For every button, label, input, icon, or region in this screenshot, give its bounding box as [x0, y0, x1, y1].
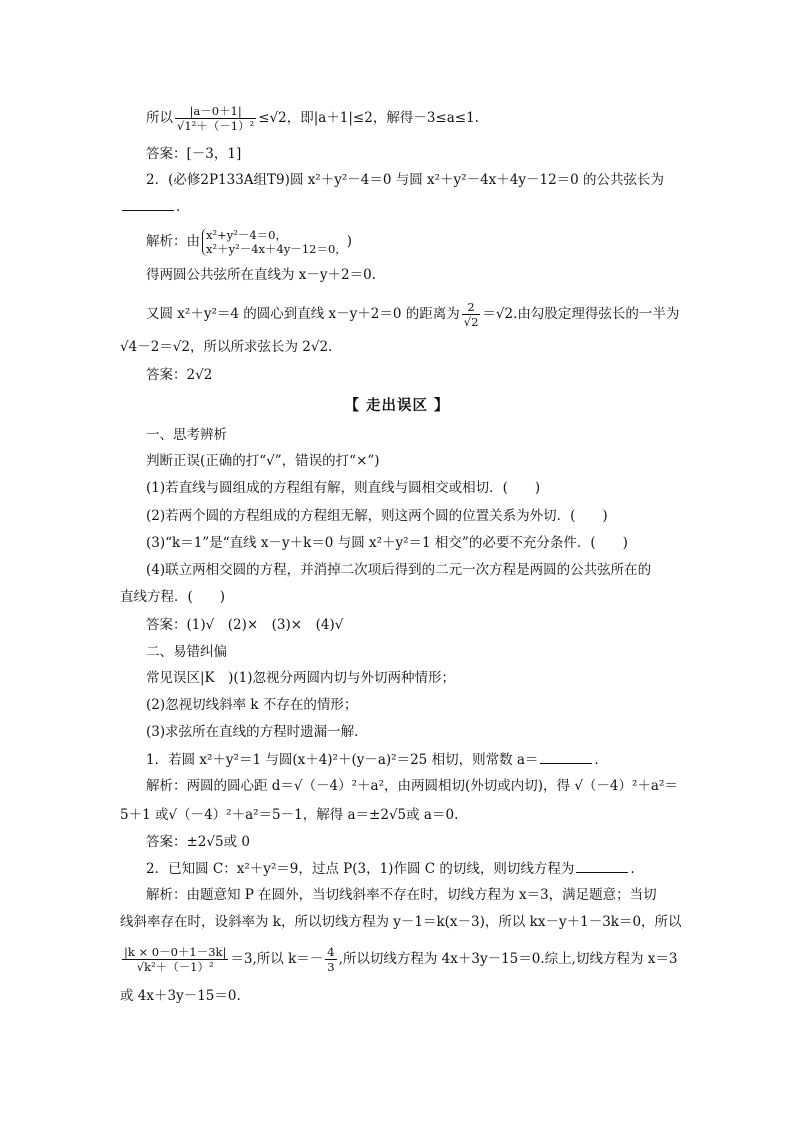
text: (2)若两个圆的方程组成的方程组无解，则这两个圆的位置关系为外切．( ) [146, 508, 608, 524]
text: 又圆 x²＋y²＝4 的圆心到直线 x－y＋2＝0 的距离为 [146, 306, 460, 322]
line-30 [120, 945, 680, 974]
text: 得两圆公共弦所在直线为 x－y＋2＝0. [146, 267, 377, 283]
text: 一、思考辨析 [146, 427, 227, 443]
line-12 [146, 452, 706, 470]
line-20 [146, 669, 706, 687]
text: ＝√2.由勾股定理得弦长的一半为 [482, 306, 680, 322]
numerator: |a－0＋1| [175, 104, 256, 119]
answer-blank [540, 750, 592, 764]
numerator: 2 [462, 300, 481, 315]
answer-text: 答案：2√2 [146, 367, 213, 383]
text: 或 4x＋3y－15＝0. [120, 988, 241, 1004]
text: (2)忽视切线斜率 k 不存在的情形； [146, 697, 358, 713]
subsection-heading [146, 643, 706, 661]
line-5 [146, 228, 706, 256]
text: ＝3,所以 k＝－ [230, 951, 324, 967]
line-15 [146, 534, 706, 552]
line-27 [146, 859, 706, 878]
text: 判断正误(正确的打“√”，错误的打“×”) [146, 453, 380, 469]
line-26 [146, 833, 706, 851]
text: (4)联立两相交圆的方程，并消掉二次项后得到的二元一次方程是两圆的公共弦所在的 [146, 562, 652, 578]
denominator: √k²＋（－1）² [136, 960, 214, 974]
fraction [175, 104, 256, 133]
text: . [630, 861, 635, 877]
line-22 [146, 723, 706, 741]
fraction [122, 945, 228, 974]
text: (3)“k＝1”是“直线 x－y＋k＝0 与圆 x²＋y²＝1 相交”的必要不充分条件．( ) [146, 535, 628, 551]
question-text: 1．若圆 x²＋y²＝1 与圆(x＋4)²＋(y－a)²＝25 相切，则常数 a＝ [146, 752, 539, 768]
text: (3)求弦所在直线的方程时遗漏一解． [146, 724, 368, 740]
line-16 [146, 561, 706, 579]
numerator: 4 [327, 945, 335, 959]
equation: x²＋y²－4x＋4y－12＝0， [206, 242, 347, 256]
subsection-heading [146, 426, 706, 444]
equation: x²+y²－4＝0， [206, 228, 287, 242]
line-8 [120, 338, 680, 356]
fraction [325, 945, 336, 974]
line-28 [146, 886, 706, 904]
text: 所以 [146, 110, 173, 126]
denominator: 3 [327, 960, 335, 974]
line-4 [120, 197, 680, 216]
line-13 [146, 479, 706, 497]
answer-text: 答案：[－3，1] [146, 146, 242, 162]
text: 直线方程．( ) [120, 589, 226, 605]
line-29 [120, 913, 680, 931]
line-21 [146, 696, 706, 714]
text: 解析：两圆的圆心距 d＝√（－4）²＋a²，由两圆相切(外切或内切)，得 √（－4）²＋a²＝ [146, 778, 678, 794]
answer-blank [122, 197, 174, 211]
fraction [462, 300, 481, 329]
line-6 [146, 266, 706, 284]
text: ) [346, 233, 353, 250]
line-2 [146, 145, 706, 163]
line-25 [120, 806, 680, 824]
numerator: |k × 0－0＋1－3k| [124, 945, 227, 959]
section-title [0, 397, 794, 415]
line-1 [146, 104, 706, 133]
question-text: 2．已知圆 C：x²＋y²＝9，过点 P(3，1)作圆 C 的切线，则切线方程为 [146, 861, 575, 877]
line-17 [120, 588, 680, 606]
question-text: 2．(必修2P133A组T9)圆 x²＋y²－4＝0 与圆 x²＋y²－4x＋4y－12＝0 的公共弦长为 [146, 172, 665, 188]
line-18 [146, 616, 706, 634]
denominator: √2 [463, 315, 479, 329]
line-3 [146, 171, 706, 189]
answer-text: 答案：±2√5或 0 [146, 834, 250, 850]
text: (1)若直线与圆组成的方程组有解，则直线与圆相交或相切．( ) [146, 480, 541, 496]
text: 常见误区|K )(1)忽视分两圆内切与外切两种情形； [146, 670, 456, 686]
line-14 [146, 507, 706, 525]
answer-text: 答案：(1)√ (2)× (3)× (4)√ [146, 617, 344, 633]
line-23 [146, 750, 706, 769]
text: √4－2＝√2，所以所求弦长为 2√2. [120, 339, 333, 355]
text: ≤√2，即|a＋1|≤2，解得－3≤a≤1. [258, 110, 479, 126]
text: 解析：由 [146, 233, 200, 250]
line-24 [146, 777, 706, 795]
text: 线斜率存在时，设斜率为 k，所以切线方程为 y－1＝k(x－3)，所以 kx－y＋1－3k＝0，所以 [120, 914, 682, 930]
text: ,所以切线方程为 4x＋3y－15＝0.综上,切线方程为 x＝3 [338, 951, 678, 967]
text: . [176, 199, 181, 215]
text: 5＋1 或√（－4）²＋a²＝5－1，解得 a＝±2√5或 a＝0. [120, 807, 459, 823]
answer-blank [576, 859, 628, 873]
line-31 [120, 987, 680, 1005]
text: . [594, 752, 599, 768]
section-title-text: 【 走出误区 】 [344, 398, 450, 414]
equation-system [202, 228, 347, 256]
denominator: √1²＋（－1）² [177, 119, 255, 133]
text: 二、易错纠偏 [146, 644, 227, 660]
text: 解析：由题意知 P 在圆外，当切线斜率不存在时，切线方程为 x＝3，满足题意；当切 [146, 887, 657, 903]
line-9 [146, 366, 706, 384]
line-7 [146, 300, 706, 329]
